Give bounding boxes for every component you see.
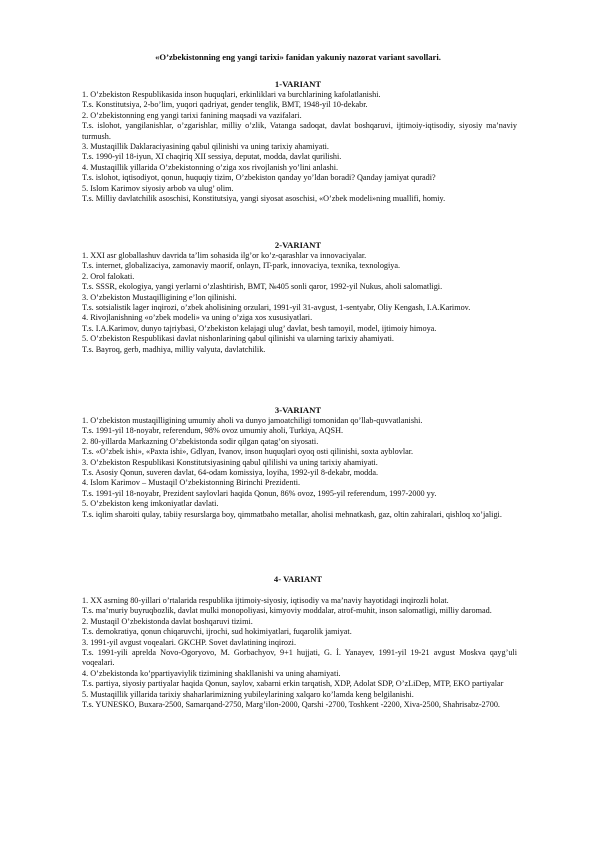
answer-line: T.s. partiya, siyosiy partiyalar haqida Qonun, saylov, xabarni erkin tarqatish, XDP, Adolat SDP, O’zLiDep, MTP, EKO partiyalar: [82, 679, 504, 689]
variant-3-block: [80, 416, 517, 520]
question-line: 5. Islom Karimov siyosiy arbob va ulug’ olim.: [82, 183, 234, 193]
variant-4-block: [80, 596, 517, 710]
variant-3-heading: 3-VARIANT: [274, 405, 322, 415]
question-line: 3. O’zbekiston Respublikasi Konstitutsiyasining qabul qililishi va uning tarixiy ahamiyati.: [82, 457, 378, 467]
answer-line: T.s. internet, globalizaciya, zamonaviy maorif, onlayn, IT-park, innovaciya, texnika, texnologiya.: [82, 261, 401, 271]
answer-line: T.s. Asosiy Qonun, suveren davlat, 64-odam komissiya, loyiha, 1992-yil 8-dekabr, modda.: [82, 468, 379, 478]
question-line: 1. XXI asr globallashuv davrida ta’lim sohasida ilg’or ko’z-qarashlar va innovaciyalar.: [82, 251, 367, 260]
answer-line: T.s. SSSR, ekologiya, yangi yerlarni o’zlashtirish, BMT, №405 sonli qaror, 1992-yil Nukus, aholi salomatligi.: [82, 282, 443, 292]
question-line: 5. O’zbekiston keng imkoniyatlar davlati.: [82, 499, 219, 509]
variant-2-block: [80, 251, 517, 355]
answer-line: T.s. 1990-yil 18-iyun, XI chaqiriq XII sessiya, deputat, modda, davlat qurilishi.: [82, 152, 342, 162]
question-line: 4. O’zbekistonda ko’ppartiyaviylik tizimining shakllanishi va uning ahamiyati.: [82, 668, 341, 678]
question-line: 4. Rivojlanishning «o’zbek modeli» va uning o’ziga xos xususiyatlari.: [82, 313, 313, 323]
question-line: 2. Orol falokati.: [82, 271, 135, 281]
variant-4-heading: 4- VARIANT: [273, 574, 323, 584]
question-line: 2. O’zbekistonning eng yangi tarixi fanining maqsadi va vazifalari.: [82, 110, 302, 120]
question-line: 1. XX asrning 80-yillari o’rtalarida respublika ijtimoiy-siyosiy, iqtisodiy va ma’naviy hayotidagi inqirozli holat.: [82, 596, 449, 605]
variant-1-block: [80, 90, 517, 204]
question-line: 2. Mustaqil O’zbekistonda davlat boshqaruvi tizimi.: [82, 616, 253, 626]
answer-line: T.s. Bayroq, gerb, madhiya, milliy valyuta, davlatchilik.: [82, 344, 266, 354]
question-line: 4. Islom Karimov – Mustaqil O’zbekistonning Birinchi Prezidenti.: [82, 478, 301, 488]
question-line: 3. 1991-yil avgust voqealari. GKCHP. Sovet davlatining inqirozi.: [82, 637, 296, 647]
answer-line: T.s. «O’zbek ishi», «Paxta ishi», Gdlyan, Ivanov, inson huquqlari oyoq osti qilinishi, soxta ayblovlar.: [82, 447, 414, 457]
question-line: 1. O’zbekiston Respublikasida inson huquqlari, erkinliklari va burchlarining kafolatlanishi.: [82, 90, 381, 99]
answer-line: T.s. islohot, iqtisodiyot, qonun, huquqiy tizim, O’zbekiston qanday yo’ldan boradi? Qanday jamiyat quradi?: [82, 173, 436, 183]
answer-line: T.s. sotsialistik lager inqirozi, o’zbek aholisining orzulari, 1991-yil 31-avgust, 1-sentyabr, Oliy Kengash, I.A.Karimov.: [82, 303, 471, 313]
question-line: 3. Mustaqillik Daklaraciyasining qabul qilinishi va uning tarixiy ahamiyati.: [82, 142, 329, 152]
answer-line: T.s. ma’muriy buyruqbozlik, davlat mulki monopoliyasi, kimyoviy moddalar, atrof-muhit, inson salomatligi, milliy daromad.: [82, 606, 492, 616]
answer-line: T.s. demokratiya, qonun chiqaruvchi, ijrochi, sud hokimiyatlari, fuqarolik jamiyat.: [82, 627, 352, 637]
answer-line: T.s. Milliy davlatchilik asoschisi, Konstitutsiya, yangi siyosat asoschisi, «O’zbek modeli»ning muallifi, homiy.: [82, 194, 446, 204]
question-line: 1. O’zbekiston mustaqilligining umumiy aholi va dunyo jamoatchiligi tomonidan qo’llab-quvvatlanishi.: [82, 416, 423, 425]
answer-line: T.s. Konstitutsiya, 2-bo’lim, yuqori qadriyat, gender tenglik, BMT, 1948-yil 10-dekabr.: [82, 100, 368, 110]
question-line: 2. 80-yillarda Markazning O’zbekistonda sodir qilgan qatag’on siyosati.: [82, 436, 319, 446]
answer-line: T.s. iqlim sharoiti qulay, tabiiy resurslarga boy, qimmatbaho metallar, aholisi mehnatkash, gaz, oltin zahiralari, qishloq xo’jaligi.: [82, 509, 502, 519]
question-line: 3. O’zbekiston Mustaqilligining e’lon qilinishi.: [82, 292, 237, 302]
answer-line: T.s. 1991-yil 18-noyabr, Prezident saylovlari haqida Qonun, 86% ovoz, 1995-yil referendum, 1997-2000 yy.: [82, 488, 437, 498]
question-line: 5. Mustaqillik yillarida tarixiy shaharlarimizning yubileylarining xalqaro ko’lamda keng belgilanishi.: [82, 689, 414, 699]
variant-2-heading: 2-VARIANT: [274, 240, 322, 250]
answer-line: T.s. 1991-yil 18-noyabr, referendum, 98% ovoz umumiy aholi, Turkiya, AQSH.: [82, 426, 344, 436]
question-line: 4. Mustaqillik yillarida O’zbekistonning o’ziga xos rivojlanish yo’lini anlashi.: [82, 162, 339, 172]
answer-line: T.s. 1991-yili aprelda Novo-Ogoryovo, M. Gorbachyov, 9+1 hujjati, G. İ. Yanayev, 1991-yil 19-21 avgust Moskva qayg’uli voqealari.: [82, 648, 517, 668]
document-title: «O’zbekistonning eng yangi tarixi» fanidan yakuniy nazorat variant savollari.: [155, 52, 441, 62]
question-line: 5. O’zbekiston Respublikasi davlat nishonlarining qabul qilinishi va ularning tarixiy ahamiyati.: [82, 334, 394, 344]
answer-line: T.s. islohot, yangilanishlar, o’zgarishlar, milliy o’zlik, Vatanga sadoqat, davlat boshqaruvi, ijtimoiy-iqtisodiy, siyosiy ma’naviy turmush.: [82, 121, 517, 141]
variant-1-heading: 1-VARIANT: [274, 79, 322, 89]
answer-line: T.s. I.A.Karimov, dunyo tajriybasi, O’zbekiston kelajagi ulug’ davlat, besh tamoyil, model, ijtimoiy himoya.: [82, 323, 437, 333]
answer-line: T.s. YUNESKO, Buxara-2500, Samarqand-2750, Marg’ilon-2000, Qarshi -2700, Toshkent -2200, Xiva-2500, Shahrisabz-2700.: [82, 700, 500, 710]
